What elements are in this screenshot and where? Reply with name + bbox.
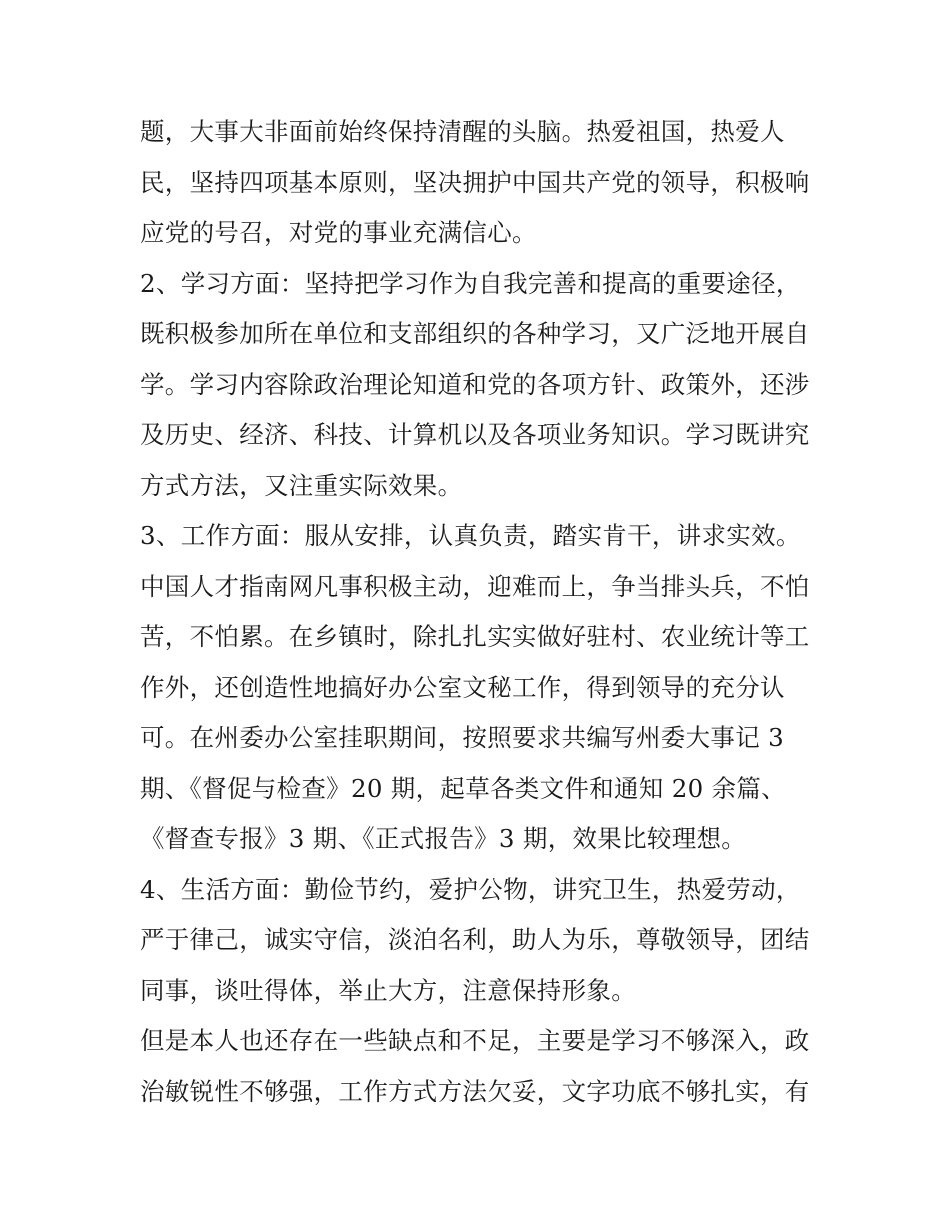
text-line: 3、工作方面：服从安排，认真负责，踏实肯干，讲求实效。 <box>140 521 801 550</box>
text-line: 题，大事大非面前始终保持清醒的头脑。热爱祖国，热爱人 <box>140 117 785 146</box>
text-line: 4、生活方面：勤俭节约，爱护公物，讲究卫生，热爱劳动， <box>140 874 801 904</box>
text-line: 可。在州委办公室挂职期间，按照要求共编写州委大事记 3 <box>140 723 784 752</box>
text-line: 严于律己，诚实守信，淡泊名利，助人为乐，尊敬领导，团结 <box>140 925 810 954</box>
text-line: 应党的号召，对党的事业充满信心。 <box>140 218 537 247</box>
document-body <box>140 107 820 1117</box>
text-line: 2、学习方面：坚持把学习作为自我完善和提高的重要途径， <box>140 268 801 298</box>
text-line: 同事，谈吐得体，举止大方，注意保持形象。 <box>140 975 636 1005</box>
text-line: 学。学习内容除政治理论知道和党的各项方针、政策外，还涉 <box>140 369 810 399</box>
text-line: 民，坚持四项基本原则，坚决拥护中国共产党的领导，积极响 <box>140 167 810 197</box>
text-line: 方式方法，又注重实际效果。 <box>140 470 463 500</box>
text-line: 治敏锐性不够强，工作方式方法欠妥，文字功底不够扎实，有 <box>140 1076 810 1106</box>
text-line: 作外，还创造性地搞好办公室文秘工作，得到领导的充分认 <box>140 672 785 702</box>
text-line: 但是本人也还存在一些缺点和不足，主要是学习不够深入，政 <box>140 1026 810 1055</box>
text-line: 苦，不怕累。在乡镇时，除扎扎实实做好驻村、农业统计等工 <box>140 622 810 651</box>
text-line: 期、《督促与检查》20 期，起草各类文件和通知 20 余篇、 <box>140 773 786 803</box>
text-line: 中国人才指南网凡事积极主动，迎难而上，争当排头兵，不怕 <box>140 571 810 601</box>
text-line: 及历史、经济、科技、计算机以及各项业务知识。学习既讲究 <box>140 420 810 449</box>
text-line: 既积极参加所在单位和支部组织的各种学习，又广泛地开展自 <box>140 319 810 348</box>
text-line: 《督查专报》3 期、《正式报告》3 期，效果比较理想。 <box>140 824 747 853</box>
